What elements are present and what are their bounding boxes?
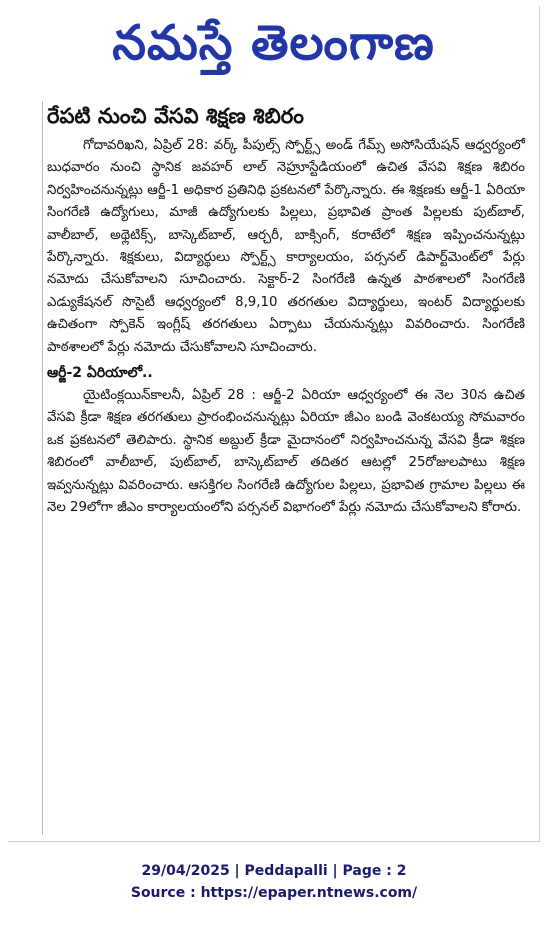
- footer-source-link[interactable]: Source : https://epaper.ntnews.com/: [130, 885, 418, 901]
- source-footer: [0, 860, 548, 904]
- article-paragraph-2: యైటింక్లయిన్‌కాలనీ, ఏప్రిల్ 28 : ఆర్జీ-2 ఏరియా ఆధ్వర్యంలో ఈ నెల 30న ఉచిత వేసవి క్రీడా శిక్షణ తరగతులు ప్రారంభించనున్నట్లు ఏరియా జీఎం బండి వెంకటయ్య సోమవారం ఒక ప్రకటనలో తెలిపారు. స్థానిక అబ్దుల్ క్రీడా మైదానంలో నిర్వహించనున్న వేసవి క్రీడా శిక్షణ శిబిరంలో వాలీబాల్, పుట్‌బాల్, బాస్కెట్‌బాల్ తదితర ఆటల్లో 25రోజులపాటు శిక్షణ ఇవ్వనున్నట్లు వివరించారు. ఆసక్తిగల సింగరేణి ఉద్యోగుల పిల్లలు, ప్రభావిత గ్రామాల పిల్లలు ఈ నెల 29లోగా జీఎం కార్యాలయంలోని పర్సనల్ విభాగంలో పేర్లు నమోదు చేసుకోవాలని కోరారు.: [47, 388, 525, 516]
- newspaper-clipping: [8, 6, 540, 842]
- article-subheading: ఆర్జీ-2 ఏరియాలో..: [47, 365, 153, 382]
- article: [42, 101, 525, 835]
- article-headline: రేపటి నుంచి వేసవి శిక్షణ శిబిరం: [47, 104, 304, 128]
- article-paragraph-1: గోదావరిఖని, ఏప్రిల్ 28: వర్క్ పీపుల్స్ స్పోర్ట్స్ అండ్ గేమ్స్ అసోసియేషన్ ఆధ్వర్యంలో బుధవారం నుంచి స్థానిక జవహర్ లాల్ నెహ్రూస్టేడియంలో ఉచిత వేసవి శిక్షణ శిబిరం నిర్వహించనున్నట్లు ఆర్జీ-1 అధికార ప్రతినిధి ప్రకటనలో పేర్కొన్నారు. ఈ శిక్షణకు ఆర్జీ-1 ఏరియా సింగరేణి ఉద్యోగులు, మాజీ ఉద్యోగులకు పిల్లలు, ప్రభావిత ప్రాంత పిల్లలకు పుట్‌బాల్, వాలీబాల్, అథ్లెటిక్స్, బాస్కెట్‌బాల్, ఆర్చరీ, బాక్సింగ్, కరాటేలో శిక్షణ ఇప్పించనున్నట్లు పేర్కొన్నారు. శిక్షకులు, విద్యార్థులు స్పోర్ట్స్ కార్యాలయం, పర్సనల్ డిపార్ట్‌మెంట్‌లో పేర్లు నమోదు చేసుకోవాలని సూచించారు. సెక్టార్-2 సింగరేణి ఉన్నత పాఠశాలలో సింగరేణి ఎడ్యుకేషనల్ సొసైటీ ఆధ్వర్యంలో 8,9,10 తరగతుల విద్యార్థులు, ఇంటర్ విద్యార్థులకు ఉచితంగా స్పోకెన్ ఇంగ్లీష్ తరగతులు ఏర్పాటు చేయనున్నట్లు వివరించారు. సింగరేణి పాఠశాలలో పేర్లు నమోదు చేసుకోవాలని సూచించారు.: [47, 138, 525, 355]
- masthead-logo: నమస్తే తెలంగాణ: [112, 15, 435, 71]
- footer-date-edition: 29/04/2025 | Peddapalli | Page : 2: [141, 863, 407, 879]
